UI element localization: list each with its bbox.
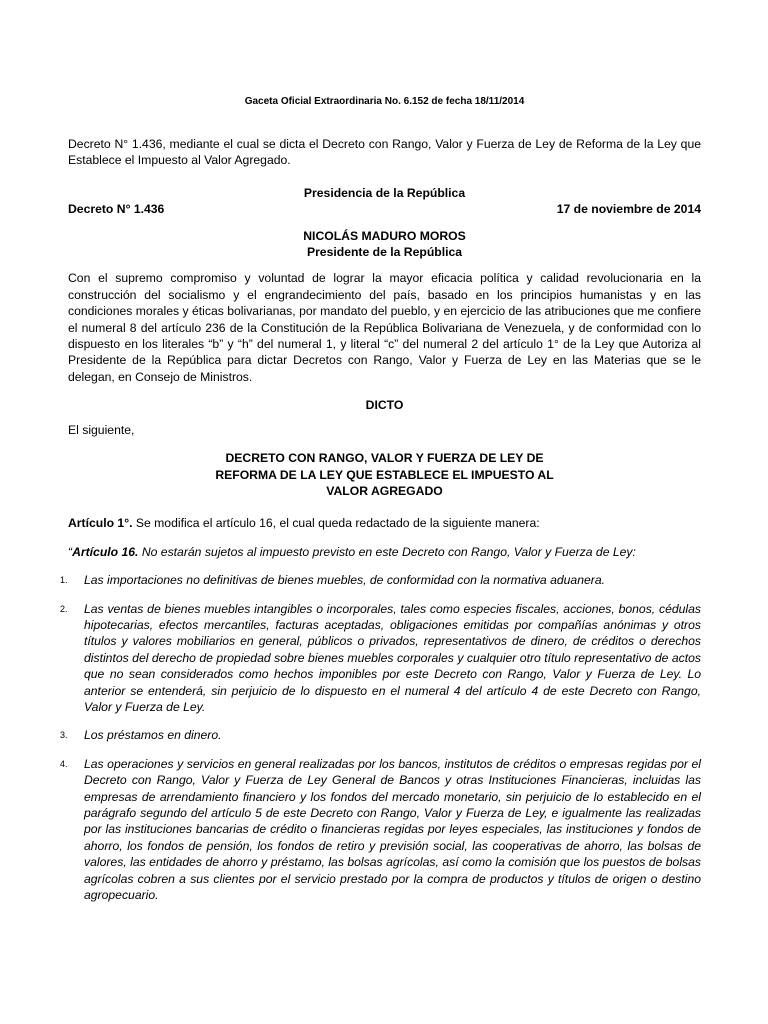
presidency-heading: Presidencia de la República	[303, 185, 466, 200]
article-16-label: Artículo 16.	[72, 544, 139, 559]
document-page	[60, 96, 701, 915]
list-item-text: Las ventas de bienes muebles intangibles o incorporales, tales como especies fiscales, acciones, bonos, cédulas hipotecarias, efectos mercantiles, facturas aceptadas, obligaciones emitidas por compañías anónimas y otros títulos y valores mobiliarios en general, públicos o privados, representativos de dinero, de créditos o derechos distintos del derecho de propiedad sobre bienes muebles corporales y cualquier otro título representativo de actos que no sean considerados como hechos imponibles por este Decreto con Rango, Valor y Fuerza de Ley. Lo anterior se entenderá, sin perjuicio de lo dispuesto en el numeral 4 del artículo 4 de este Decreto con Rango, Valor y Fuerza de Ley.	[84, 601, 701, 714]
list-item-text: Los préstamos en dinero.	[84, 728, 222, 743]
decree-date: 17 de noviembre de 2014	[556, 202, 701, 217]
article-1-text: Se modifica el artículo 16, el cual queda redactado de la siguiente manera:	[132, 516, 540, 531]
gazette-header: Gaceta Oficial Extraordinaria No. 6.152 de fecha 18/11/2014	[244, 96, 525, 107]
decree-title	[68, 450, 701, 499]
president-title: Presidente de la República	[306, 245, 463, 260]
list-item	[60, 572, 701, 588]
president-block	[68, 228, 701, 261]
decree-number-row	[68, 201, 701, 217]
decree-title-line: REFORMA DE LA LEY QUE ESTABLECE EL IMPUESTO AL	[215, 467, 554, 482]
decree-title-line: VALOR AGREGADO	[326, 483, 443, 498]
decree-number: Decreto N° 1.436	[68, 202, 165, 217]
list-item	[60, 601, 701, 716]
decree-intro: Decreto N° 1.436, mediante el cual se dicta el Decreto con Rango, Valor y Fuerza de Ley de Reforma de la Ley que Establece el Impuesto al Valor Agregado.	[68, 137, 701, 168]
siguiente-text: El siguiente,	[68, 422, 135, 437]
article-16-quote: “	[68, 544, 73, 559]
list-item-text: Las importaciones no definitivas de bienes muebles, de conformidad con la normativa aduanera.	[84, 573, 605, 588]
exemption-list	[60, 572, 701, 903]
list-item-number: 4.	[60, 758, 68, 769]
list-item	[60, 756, 701, 904]
decree-title-line: DECRETO CON RANGO, VALOR Y FUERZA DE LEY DE	[225, 451, 544, 466]
list-item-text: Las operaciones y servicios en general realizadas por los bancos, institutos de créditos o empresas regidas por el Decreto con Rango, Valor y Fuerza de Ley General de Bancos y otras Instituciones Financieras, incluidas las empresas de arrendamiento financiero y los fondos del mercado monetario, sin perjuicio de lo establecido en el parágrafo segundo del artículo 5 de este Decreto con Rango, Valor y Fuerza de Ley, e igualmente las realizadas por las instituciones bancarias de crédito o financieras regidas por leyes especiales, las instituciones y fondos de ahorro, los fondos de pensión, los fondos de retiro y previsión social, las cooperativas de ahorro, las bolsas de valores, las entidades de ahorro y préstamo, las bolsas agrícolas, así como la comisión que los puestos de bolsas agrícolas cobren a sus clientes por el servicio prestado por la compra de productos y títulos de origen o destino agropecuario.	[84, 756, 701, 903]
article-16-text: No estarán sujetos al impuesto previsto en este Decreto con Rango, Valor y Fuerza de Ley:	[138, 544, 636, 559]
list-item-number: 2.	[60, 603, 68, 614]
list-item-number: 3.	[60, 730, 68, 741]
dicto-heading: DICTO	[365, 398, 404, 413]
president-name: NICOLÁS MADURO MOROS	[303, 228, 466, 243]
article-16	[68, 544, 701, 560]
article-1-label: Artículo 1°.	[68, 516, 133, 531]
list-item	[60, 727, 701, 743]
considerando-paragraph: Con el supremo compromiso y voluntad de lograr la mayor eficacia política y calidad revolucionaria en la construcción del socialismo y el engrandecimiento del país, basado en los principios humanistas y en las condiciones morales y éticas bolivarianas, por mandato del pueblo, y en ejercicio de las atribuciones que me confiere el numeral 8 del artículo 236 de la Constitución de la República Bolivariana de Venezuela, y de conformidad con lo dispuesto en los literales “b” y “h” del numeral 1, y literal “c” del numeral 2 del artículo 1° de la Ley que Autoriza al Presidente de la República para dictar Decretos con Rango, Valor y Fuerza de Ley en las Materias que se le delegan, en Consejo de Ministros.	[68, 271, 701, 384]
list-item-number: 1.	[60, 575, 68, 586]
article-1	[68, 515, 701, 531]
